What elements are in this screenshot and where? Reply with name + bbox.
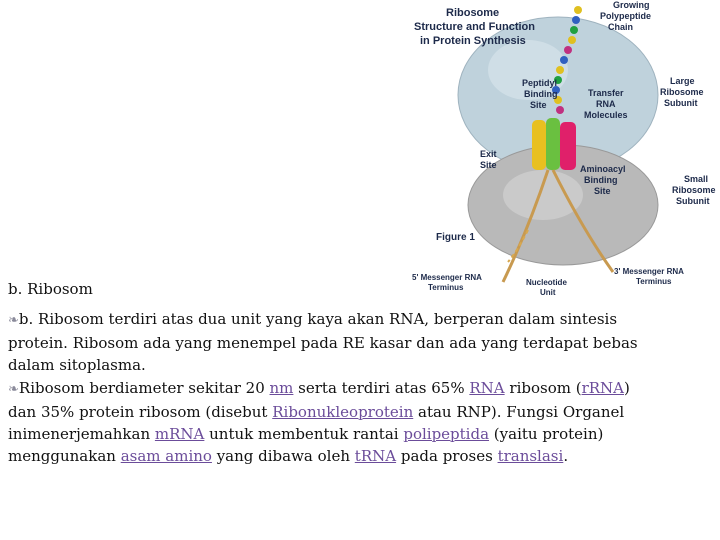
- paragraph-1: [8, 308, 648, 376]
- label-growing-chain: Growing Polypeptide Chain: [600, 0, 652, 32]
- trna-pink: [560, 122, 576, 170]
- ribosome-figure: [408, 0, 720, 300]
- label-nucleotide-unit: Nucleotide Unit: [526, 278, 567, 297]
- label-small-subunit: Small Ribosome Subunit: [672, 174, 716, 206]
- link-trna[interactable]: tRNA: [354, 447, 397, 465]
- figure-title: Ribosome Structure and Function in Protein Synthesis: [414, 7, 535, 47]
- label-aminoacyl-site: Aminoacyl Binding Site: [580, 164, 626, 196]
- label-5-mrna: 5' Messenger RNA Terminus: [412, 273, 482, 292]
- link-rrna[interactable]: rRNA: [581, 379, 624, 397]
- ribosome-diagram: [408, 0, 720, 300]
- bullet-icon: ❧: [8, 313, 19, 328]
- bullet-icon: ❧: [8, 382, 19, 397]
- label-exit-site: Exit Site: [480, 149, 497, 170]
- link-ribonukleoprotein[interactable]: Ribonukleoprotein: [272, 403, 414, 421]
- paragraph-1-text: b. Ribosom terdiri atas dua unit yang kaya akan RNA, berperan dalam sintesis protein. Ribosom ada yang menempel pada RE kasar dan ada yang terdapat bebas dalam sitoplasma.: [8, 310, 638, 374]
- link-polipeptida[interactable]: polipeptida: [403, 425, 490, 443]
- paragraph-2: ❧Ribosom berdiameter sekitar 20 nm serta terdiri atas 65% RNA ribosom (rRNA) dan 35% protein ribosom (disebut Ribonukleoprotein atau RNP). Fungsi Organel inimenerjemahkan mRNA untuk membentuk rantai polipeptida (yaitu protein) menggunakan asam amino yang dibawa oleh tRNA pada proses translasi.: [8, 379, 630, 465]
- label-3-mrna: 3' Messenger RNA Terminus: [614, 267, 684, 286]
- link-nm[interactable]: nm: [269, 379, 294, 397]
- link-rna[interactable]: RNA: [469, 379, 505, 397]
- section-heading: b. Ribosom: [8, 280, 93, 298]
- label-figure-number: Figure 1: [436, 232, 475, 243]
- label-transfer-rna: Transfer RNA Molecules: [584, 88, 628, 120]
- link-translasi[interactable]: translasi: [497, 447, 564, 465]
- link-asam-amino[interactable]: asam amino: [120, 447, 212, 465]
- link-mrna[interactable]: mRNA: [154, 425, 205, 443]
- small-subunit-highlight: [503, 170, 583, 220]
- label-large-subunit: Large Ribosome Subunit: [660, 76, 704, 108]
- trna-yellow: [532, 120, 546, 170]
- trna-green: [546, 118, 560, 170]
- label-peptidyl-site: Peptidyl Binding Site: [522, 78, 558, 110]
